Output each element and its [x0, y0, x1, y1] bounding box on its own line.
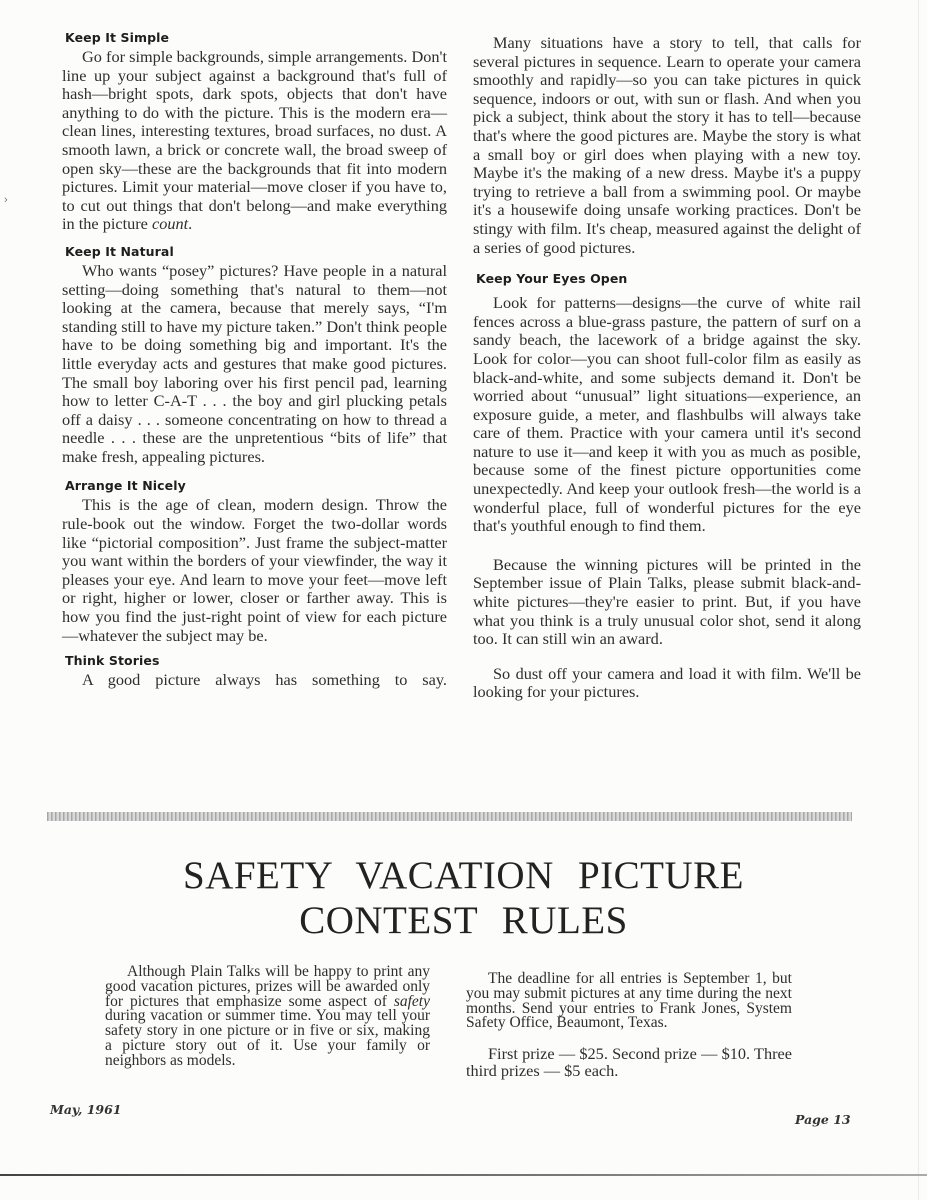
section-heading: Think Stories — [65, 653, 160, 669]
page-number: Page 13 — [795, 1112, 851, 1127]
emphasis-text: count — [151, 214, 189, 234]
section-heading: Arrange It Nicely — [65, 478, 186, 494]
emphasis-text: safety — [393, 992, 430, 1010]
bottom-rule — [0, 1174, 927, 1176]
body-text-end: during vacation or summer time. You may tell your safety story in one picture or in five or six, making a picture story out of it. Use your family or neighbors as models. — [105, 1007, 430, 1069]
section-keep-it-simple — [62, 30, 447, 234]
rules-right-column — [466, 972, 792, 1079]
margin-mark: › — [4, 194, 8, 206]
section-body — [62, 48, 447, 234]
prizes-paragraph: First prize — $25. Second prize — $10. Three third prizes — $5 each. — [466, 1044, 792, 1081]
section-heading: Keep Your Eyes Open — [476, 271, 628, 287]
section-body: Look for patterns—designs—the curve of white rail fences across a blue-grass pasture, the pattern of surf on a sandy beach, the lacework of a bridge against the sky. Look for color—you can shoot full-color film as easily as black-and-white, and some subjects demand it. Don't be worried about “unusual” light situations—experience, an exposure guide, a meter, and flashbulbs will always take care of them. Practice with your camera until it's second nature to use it—and keep it with you as much as posible, because some of the finest picture opportunities come unexpectedly. And keep your outlook fresh—the world is a wonderful place, full of wonderful pictures for the eye that's youthful enough to find them. — [473, 293, 861, 536]
printing-note-paragraph: Because the winning pictures will be printed in the September issue of Plain Talks, please submit black-and-white pictures—they're easier to print. But, if you have what you think is a truly unusual color shot, send it along too. It can still win an award. — [473, 554, 861, 649]
deadline-paragraph: The deadline for all entries is September 1, but you may submit pictures at any time during the next months. Send your entries to Frank Jones, System Safety Office, Beaumont, Texas. — [466, 970, 792, 1032]
body-text: Go for simple backgrounds, simple arrangements. Don't line up your subject against a background that's full of hash—bright spots, dark spots, objects that don't have anything to do with the picture. This is the modern era—clean lines, interesting textures, broad surfaces, no dust. A smooth lawn, a brick or concrete wall, the broad sweep of open sky—these are the backgrounds that fit into modern pictures. Limit your material—move closer if you have to, to cut out things that don't belong—and make everything in the picture — [62, 47, 447, 234]
section-heading: Keep It Natural — [65, 243, 174, 259]
body-text-end: . — [188, 214, 193, 234]
section-think-stories — [62, 653, 447, 690]
section-keep-your-eyes-open — [473, 271, 861, 536]
section-body: Who wants “posey” pictures? Have people in a natural setting—doing something that's natural to them—not looking at the camera, because that merely says, “I'm standing still to have my picture taken.” Don't think people have to be doing something big and important. It's the little everyday acts and gestures that make good pictures. The small boy laboring over his first pencil pad, learning how to letter C-A-T . . . the boy and girl plucking petals off a daisy . . . someone concentrating on how to thread a needle . . . these are the unpretentious “bits of life” that make fresh, appealing pictures. — [62, 260, 447, 466]
section-keep-it-natural — [62, 244, 447, 467]
section-body: A good picture always has something to say. — [82, 670, 447, 690]
think-stories-continued: Many situations have a story to tell, that calls for several pictures in sequence. Learn to operate your camera smoothly and rapidly—so you can take pictures in quick sequence, indoors or out, with sun or flash. And when you pick a subject, think about the story it has to tell—because that's where the good pictures are. Maybe the story is what a small boy or girl does when playing with a new toy. Maybe it's the making of a new dress. Maybe it's a puppy trying to retrieve a ball from a swimming pool. Or maybe it's a housewife doing unsafe working practices. Don't be stingy with film. It's cheap, measured against the delight of a series of good pictures. — [473, 33, 861, 257]
rules-left-column — [105, 965, 430, 1069]
closing-paragraph: So dust off your camera and load it with film. We'll be looking for your pictures. — [473, 663, 861, 702]
contest-title-line1: SAFETY VACATION PICTURE — [182, 854, 744, 897]
section-heading: Keep It Simple — [65, 30, 170, 45]
rules-intro-paragraph — [105, 965, 430, 1069]
left-column — [62, 30, 447, 698]
page-edge — [918, 0, 919, 1200]
right-column — [473, 34, 861, 702]
issue-date: May, 1961 — [50, 1102, 122, 1117]
section-arrange-it-nicely — [62, 478, 447, 645]
section-body: This is the age of clean, modern design. Throw the rule-book out the window. Forget the two-dollar words like “pictorial composition”. Just frame the subject-matter you want within the borders of your viewfinder, the way it pleases your eye. And learn to move your feet—move left or right, higher or lower, closer or farther away. This is how you find the just-right point of view for each picture—whatever the subject may be. — [62, 495, 447, 645]
contest-title-line2: CONTEST RULES — [299, 899, 628, 942]
decorative-divider — [47, 812, 852, 821]
body-text: Although Plain Talks will be happy to print any good vacation pictures, prizes will be awarded only for pictures that emphasize some aspect of — [105, 963, 430, 1010]
